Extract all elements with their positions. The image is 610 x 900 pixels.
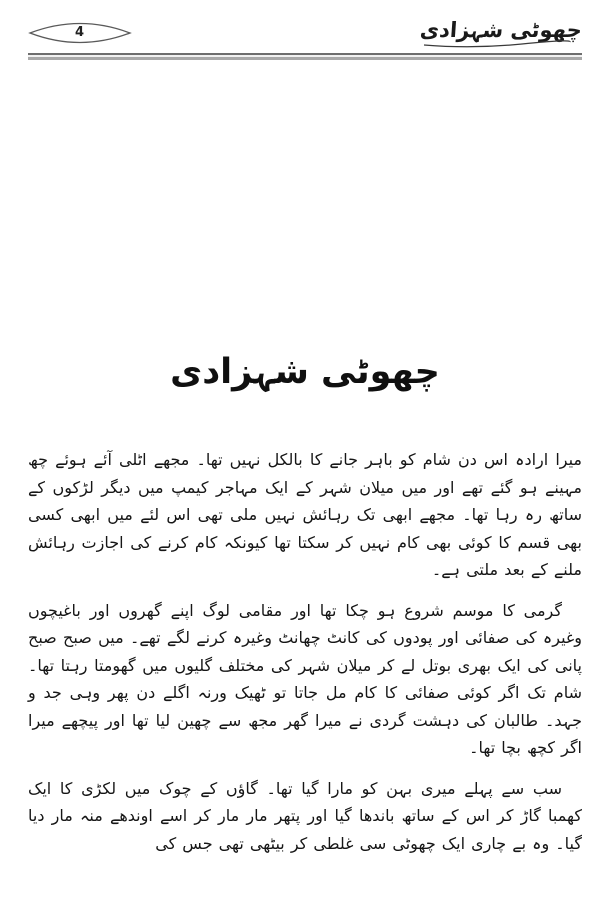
title-flourish-icon — [422, 40, 572, 48]
paragraph-3: سب سے پہلے میری بہن کو مارا گیا تھا۔ گاؤں کے چوک میں لکڑی کا ایک کھمبا گاڑ کر اس کے ساتھ باندھا گیا اور پتھر مار مار کر اسے اوندھے منہ مار دیا گیا۔ وہ بے چاری ایک چھوٹی سی غلطی کر بیٹھی تھی جس کی — [28, 778, 582, 853]
paragraph-1: میرا ارادہ اس دن شام کو باہر جانے کا بالکل نہیں تھا۔ مجھے اٹلی آئے ہوئے چھ مہینے ہو گئے تھے اور میں میلان شہر کے ایک مہاجر کیمپ میں دیگر لڑکوں کے ساتھ رہ رہا تھا۔ مجھے ابھی تک رہائش نہیں ملی تھی اس لئے میں ابھی کسی بھی قسم کا کوئی بھی کام نہیں کر سکتا تھا کیونکہ کام کرنے کی اجازت رہائش ملنے کے بعد ملتی ہے۔ — [28, 450, 582, 580]
page-number: 4 — [74, 25, 86, 41]
body-text — [28, 446, 582, 857]
page-header — [28, 16, 582, 50]
header-book-title-text: چھوٹی شہزادی — [419, 18, 583, 42]
chapter-title: چھوٹی شہزادی — [170, 352, 440, 392]
page-number-ornament — [28, 21, 132, 45]
page-main — [28, 352, 582, 857]
paragraph-2: گرمی کا موسم شروع ہو چکا تھا اور مقامی لوگ اپنے گھروں اور باغیچوں وغیرہ کی صفائی اور پودوں کی کانٹ چھانٹ وغیرہ کرنے لگے تھے۔ میں صبح صبح پانی کی ایک بھری بوتل لے کر میلان شہر کی مختلف گلیوں میں گھومتا رہتا تھا۔ شام تک اگر کوئی صفائی کا کام مل جاتا تو ٹھیک ورنہ اگلے دن پھر وہی جد و جہد۔ طالبان کی دہشت گردی نے میرا گھر مجھ سے چھین لیا تھا اور پیچھے میرا اگر کچھ بچا تھا۔ — [28, 600, 582, 758]
header-book-title — [420, 18, 582, 48]
header-rule — [28, 53, 582, 60]
